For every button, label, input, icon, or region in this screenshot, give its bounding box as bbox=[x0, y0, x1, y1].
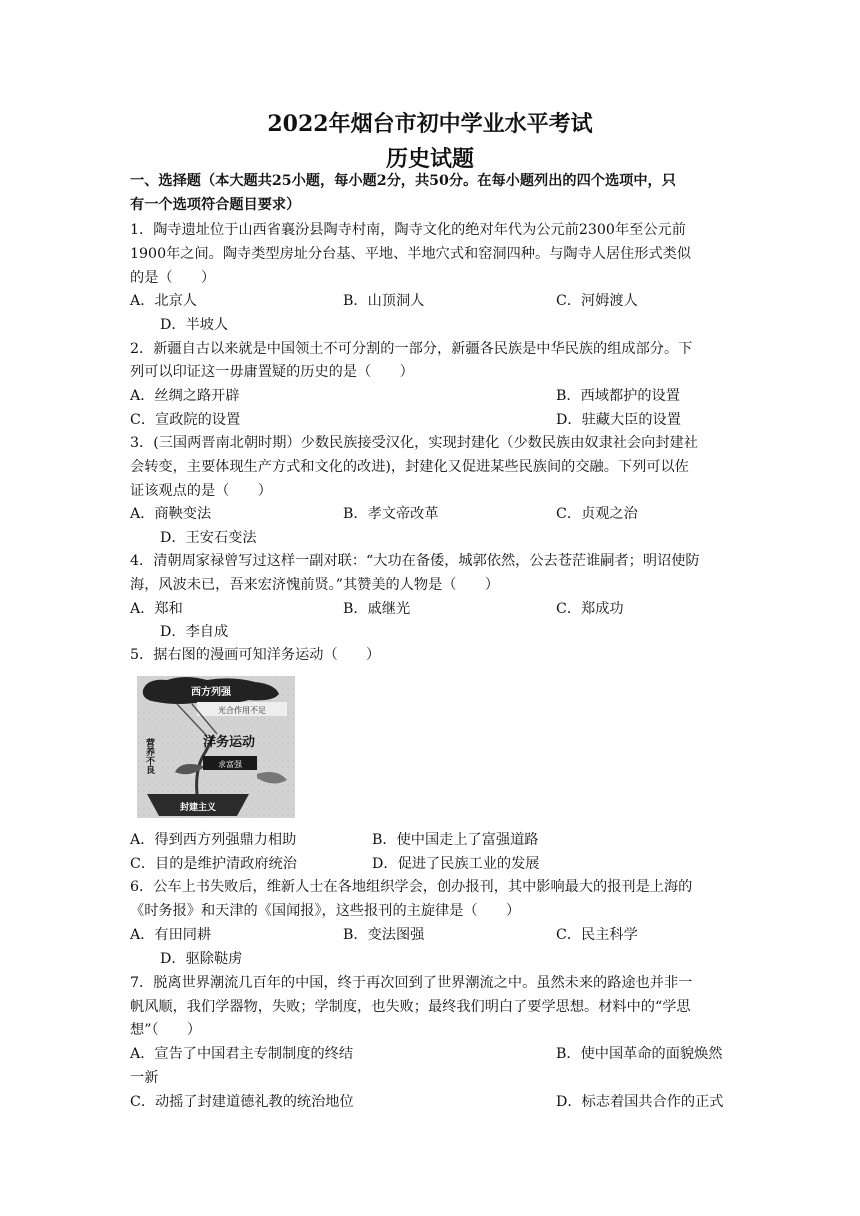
q1-option-c: C．河姆渡人 bbox=[556, 293, 638, 309]
q7-option-b: B．使中国革命的面貌焕然 bbox=[556, 1046, 723, 1062]
cartoon-pot-label: 封建主义 bbox=[179, 803, 217, 813]
q6-stem-line-1: 6．公车上书失败后，维新人士在各地组织学会，创办报刊，其中影响最大的报刊是上海的 bbox=[130, 879, 693, 895]
q1-stem-line-2: 1900年之间。陶寺类型房址分台基、平地、半地穴式和窑洞四种。与陶寺人居住形式类似 bbox=[130, 246, 692, 262]
q7-stem-line-2: 帆风顺，我们学器物，失败；学制度，也失败；最终我们明白了要学思想。材料中的“学思 bbox=[130, 999, 691, 1015]
q7-option-c: C．动摇了封建道德礼教的统治地位 bbox=[130, 1094, 354, 1110]
q5-cartoon-image bbox=[137, 676, 295, 818]
section-instruction-line-2: 有一个选项符合题目要求） bbox=[130, 197, 301, 213]
q4-option-d: D．李自成 bbox=[160, 624, 229, 640]
q2-option-a: A．丝绸之路开辟 bbox=[130, 388, 240, 404]
q7-option-b-continued: 一新 bbox=[130, 1070, 159, 1086]
q1-stem-line-1: 1．陶寺遗址位于山西省襄汾县陶寺村南，陶寺文化的绝对年代为公元前2300年至公元前 bbox=[130, 222, 686, 238]
q5-option-d: D．促进了民族工业的发展 bbox=[372, 856, 540, 872]
q4-option-a: A．郑和 bbox=[130, 601, 183, 617]
q7-stem-line-1: 7．脱离世界潮流几百年的中国，终于再次回到了世界潮流之中。虽然未来的路途也并非一 bbox=[130, 975, 693, 991]
q3-option-a: A．商鞅变法 bbox=[130, 506, 212, 522]
q3-stem-line-2: 会转变，主要体现生产方式和文化的改进)，封建化又促进某些民族间的交融。下列可以佐 bbox=[130, 459, 689, 475]
section-instruction-line-1: 一、选择题（本大题共25小题，每小题2分，共50分。在每小题列出的四个选项中，只 bbox=[130, 173, 676, 189]
exam-title: 2022年烟台市初中学业水平考试 bbox=[267, 111, 593, 137]
q1-option-b: B．山顶洞人 bbox=[343, 293, 425, 309]
q7-option-a: A．宣告了中国君主专制制度的终结 bbox=[130, 1046, 354, 1062]
q4-stem-line-1: 4．清朝周家禄曾写过这样一副对联：“大功在备倭，城郭依然，公去苍茫谁嗣者；明诏使防 bbox=[130, 553, 700, 569]
cartoon-banner-label: 求富强 bbox=[218, 760, 242, 769]
cartoon-photo-label: 光合作用不足 bbox=[218, 706, 266, 715]
q2-stem-line-2: 列可以印证这一毋庸置疑的历史的是（ ） bbox=[130, 364, 414, 380]
q1-option-a: A．北京人 bbox=[130, 293, 197, 309]
q6-option-b: B．变法图强 bbox=[343, 927, 425, 943]
q5-option-c: C．目的是维护清政府统治 bbox=[130, 856, 297, 872]
q7-option-d: D．标志着国共合作的正式 bbox=[556, 1094, 724, 1110]
q1-stem-line-3: 的是（ ） bbox=[130, 270, 216, 286]
q5-stem-line-1: 5．据右图的漫画可知洋务运动（ ） bbox=[130, 647, 381, 663]
q2-option-d: D．驻藏大臣的设置 bbox=[556, 412, 681, 428]
q3-stem-line-1: 3．(三国两晋南北朝时期）少数民族接受汉化，实现封建化（少数民族由奴隶社会向封建社 bbox=[130, 435, 698, 451]
q4-stem-line-2: 海，风波未已，吾来宏济愧前贤。”其赞美的人物是（ ） bbox=[130, 577, 500, 593]
q4-option-b: B．戚继光 bbox=[343, 601, 411, 617]
q2-option-c: C．宣政院的设置 bbox=[130, 412, 241, 428]
q1-option-d: D．半坡人 bbox=[160, 317, 229, 333]
cartoon-center-label: 洋务运动 bbox=[202, 735, 256, 750]
exam-subtitle: 历史试题 bbox=[385, 146, 474, 172]
q3-option-d: D．王安石变法 bbox=[160, 530, 257, 546]
q2-stem-line-1: 2．新疆自古以来就是中国领土不可分割的一部分，新疆各民族是中华民族的组成部分。下 bbox=[130, 341, 693, 357]
q6-option-c: C．民主科学 bbox=[556, 927, 638, 943]
q5-option-b: B．使中国走上了富强道路 bbox=[372, 832, 539, 848]
q7-stem-line-3: 想”（ ） bbox=[130, 1022, 202, 1038]
cartoon-top-label: 西方列强 bbox=[191, 687, 231, 698]
q2-option-b: B．西域都护的设置 bbox=[556, 388, 680, 404]
q6-option-d: D．驱除鞑虏 bbox=[160, 951, 243, 967]
q5-option-a: A．得到西方列强鼎力相助 bbox=[130, 832, 297, 848]
q3-option-c: C．贞观之治 bbox=[556, 506, 638, 522]
q4-option-c: C．郑成功 bbox=[556, 601, 624, 617]
cartoon-left-label: 营养不良 bbox=[144, 738, 154, 774]
q3-stem-line-3: 证该观点的是（ ） bbox=[130, 483, 272, 499]
q6-option-a: A．有田同耕 bbox=[130, 927, 212, 943]
q6-stem-line-2: 《时务报》和天津的《国闻报》，这些报刊的主旋律是（ ） bbox=[130, 903, 521, 919]
q3-option-b: B．孝文帝改革 bbox=[343, 506, 439, 522]
